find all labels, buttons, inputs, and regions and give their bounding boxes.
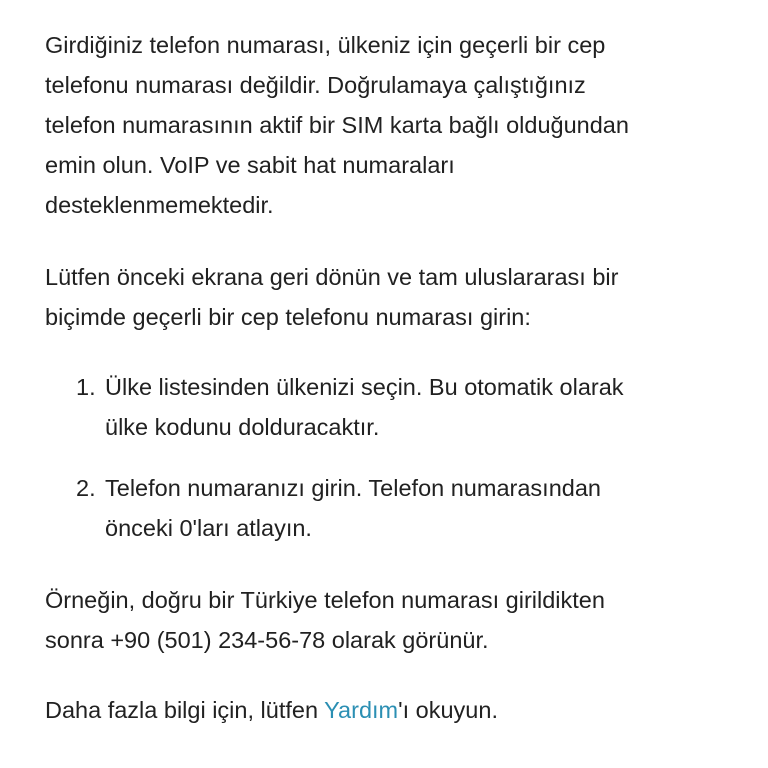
invalid-number-paragraph bbox=[45, 25, 629, 225]
text-line: Örneğin, doğru bir Türkiye telefon numarası girildikten bbox=[45, 587, 605, 613]
text-line: Telefon numaranızı girin. Telefon numarasından bbox=[105, 475, 601, 501]
list-number: 2. bbox=[76, 475, 96, 501]
text-line: sonra +90 (501) 234-56-78 olarak görünür. bbox=[45, 627, 489, 653]
text-line: Ülke listesinden ülkenizi seçin. Bu otomatik olarak bbox=[105, 374, 624, 400]
example-paragraph bbox=[45, 580, 605, 660]
text-line: Girdiğiniz telefon numarası, ülkeniz için geçerli bir cep bbox=[45, 32, 606, 58]
text-line: desteklenmemektedir. bbox=[45, 192, 274, 218]
more-info-paragraph bbox=[45, 690, 498, 730]
list-item bbox=[76, 367, 624, 447]
help-link[interactable]: Yardım bbox=[324, 697, 399, 723]
text-segment: 'ı okuyun. bbox=[398, 697, 498, 723]
text-line: önceki 0'ları atlayın. bbox=[105, 515, 312, 541]
text-line: ülke kodunu dolduracaktır. bbox=[105, 414, 380, 440]
text-segment: Daha fazla bilgi için, lütfen bbox=[45, 697, 325, 723]
instructions-paragraph bbox=[45, 257, 618, 337]
text-line: emin olun. VoIP ve sabit hat numaraları bbox=[45, 152, 455, 178]
text-line: biçimde geçerli bir cep telefonu numarası girin: bbox=[45, 304, 531, 330]
text-line: telefon numarasının aktif bir SIM karta bağlı olduğundan bbox=[45, 112, 629, 138]
text-line: Lütfen önceki ekrana geri dönün ve tam uluslararası bir bbox=[45, 264, 619, 290]
text-line: telefonu numarası değildir. Doğrulamaya çalıştığınız bbox=[45, 72, 586, 98]
list-number: 1. bbox=[76, 374, 96, 400]
list-item bbox=[76, 468, 601, 548]
